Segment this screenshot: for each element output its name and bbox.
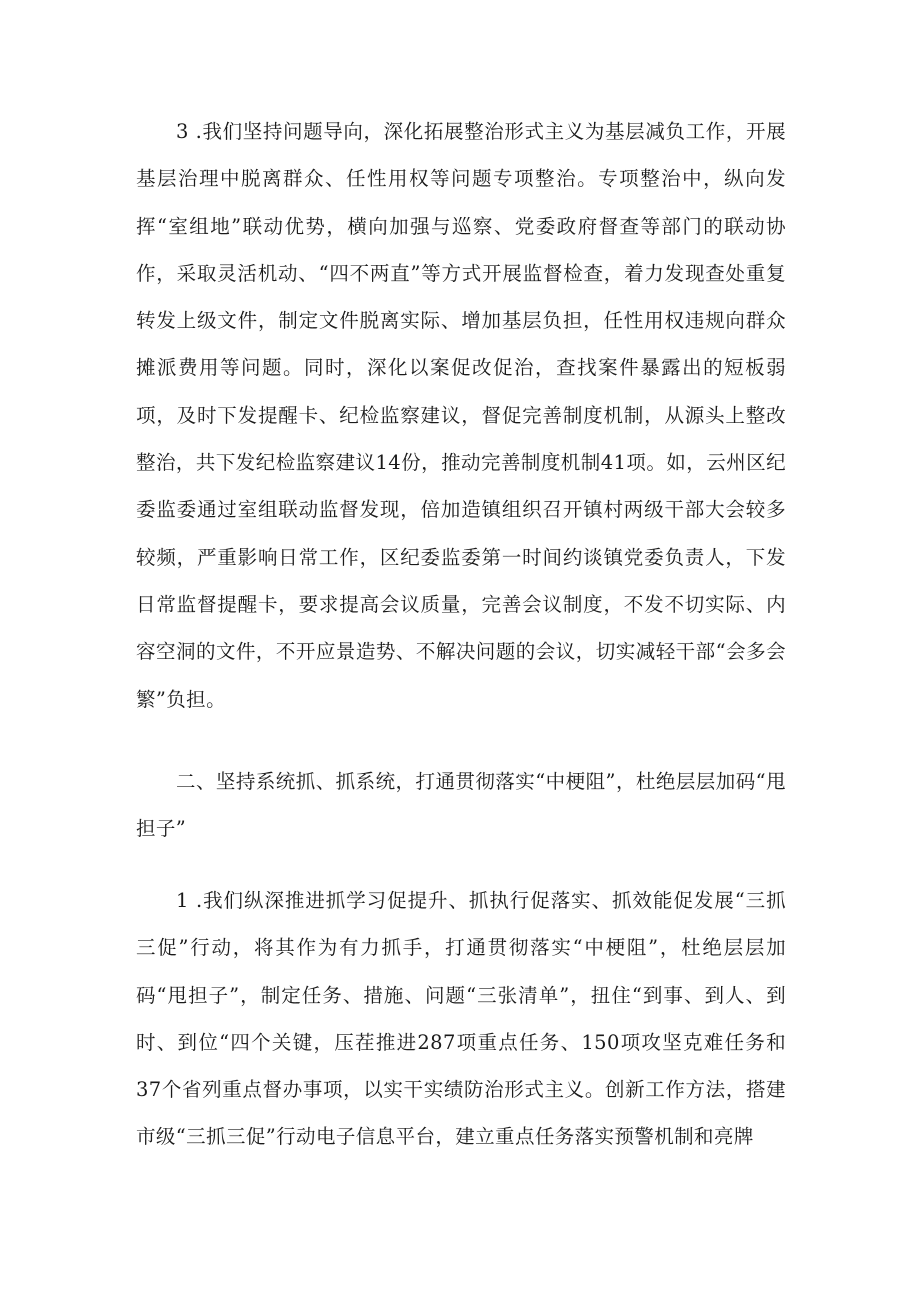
section-heading-two: 二、坚持系统抓、抓系统，打通贯彻落实“中梗阻”，杜绝层层加码“甩担子” <box>136 770 786 841</box>
body-paragraph-three-grasps: 1 .我们纵深推进抓学习促提升、抓执行促落实、抓效能促发展“三抓三促”行动，将其作为有力抓手，打通贯彻落实“中梗阻”，杜绝层层加码“甩担子”，制定任务、措施、问题“三张清单”，扭住“到事、到人、到时、到位“四个关键，压茬推进287项重点任务、150项攻坚克难任务和37个省列重点督办事项，以实干实绩防治形式主义。创新工作方法，搭建市级“三抓三促”行动电子信息平台，建立重点任务落实预警机制和亮牌 <box>136 889 786 1149</box>
body-paragraph-reducing-burdens: 3 .我们坚持问题导向，深化拓展整治形式主义为基层减负工作，开展基层治理中脱离群众、任性用权等问题专项整治。专项整治中，纵向发挥“室组地”联动优势，横向加强与巡察、党委政府督查等部门的联动协作，采取灵活机动、“四不两直”等方式开展监督检查，着力发现查处重复转发上级文件，制定文件脱离实际、增加基层负担，任性用权违规向群众摊派费用等问题。同时，深化以案促改促治，查找案件暴露出的短板弱项，及时下发提醒卡、纪检监察建议，督促完善制度机制，从源头上整改整治，共下发纪检监察建议14份，推动完善制度机制41项。如，云州区纪委监委通过室组联动监督发现，倍加造镇组织召开镇村两级干部大会较多较频，严重影响日常工作，区纪委监委第一时间约谈镇党委负责人，下发日常监督提醒卡，要求提高会议质量，完善会议制度，不发不切实际、内容空洞的文件，不开应景造势、不解决问题的会议，切实减轻干部“会多会繁”负担。 <box>136 120 786 711</box>
